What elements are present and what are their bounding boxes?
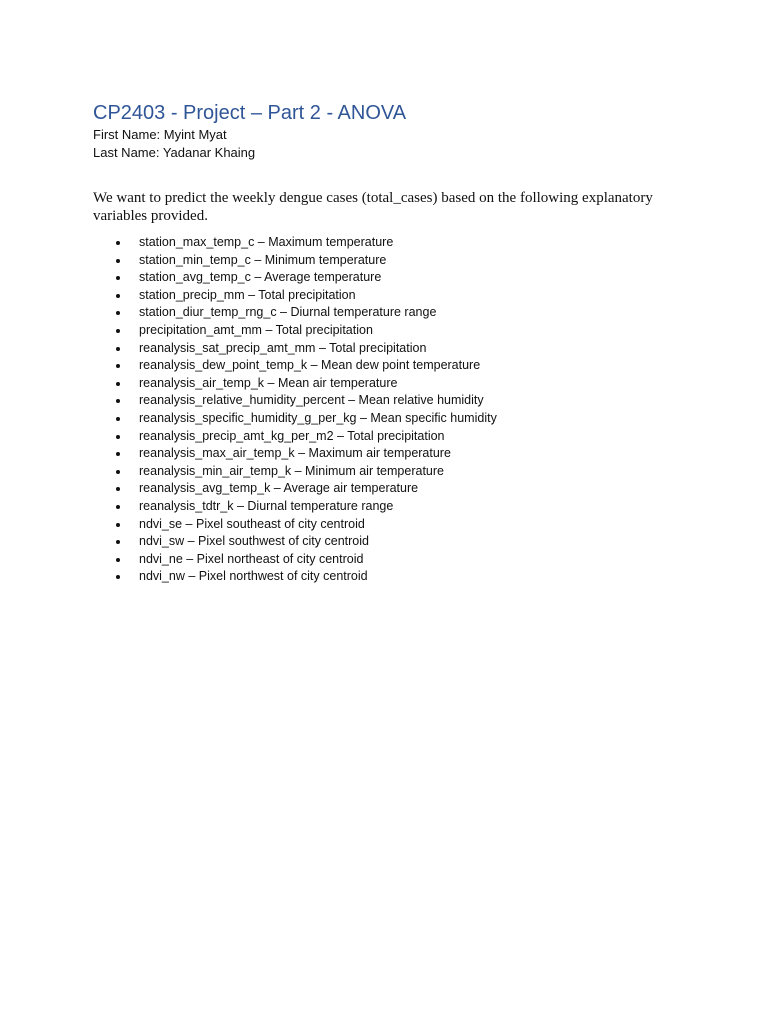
bullet-icon [116,276,120,280]
first-name-line: First Name: Myint Myat [93,127,227,142]
list-item-text: station_precip_mm – Total precipitation [139,287,356,302]
list-item [93,287,693,305]
list-item [93,480,693,498]
bullet-icon [116,241,120,245]
list-item-text: reanalysis_dew_point_temp_k – Mean dew point temperature [139,358,481,373]
list-item [93,234,693,252]
list-item [93,269,693,287]
list-item [93,304,693,322]
last-name-line: Last Name: Yadanar Khaing [93,145,256,160]
list-item [93,533,693,551]
list-item-text: ndvi_se – Pixel southeast of city centroid [139,516,365,531]
list-item-text: reanalysis_avg_temp_k – Average air temperature [139,481,419,496]
bullet-icon [116,417,120,421]
list-item [93,428,693,446]
list-item [93,463,693,481]
list-item-text: ndvi_sw – Pixel southwest of city centroid [139,534,369,549]
list-item [93,252,693,270]
list-item [93,322,693,340]
list-item-text: station_avg_temp_c – Average temperature [139,270,382,285]
list-item-text: reanalysis_sat_precip_amt_mm – Total precipitation [139,340,427,355]
list-item-text: precipitation_amt_mm – Total precipitation [139,322,373,337]
bullet-icon [116,523,120,527]
bullet-icon [116,540,120,544]
list-item-text: ndvi_ne – Pixel northeast of city centroid [139,551,364,566]
list-item-text: station_diur_temp_rng_c – Diurnal temperature range [139,305,437,320]
bullet-icon [116,294,120,298]
list-item-text: reanalysis_precip_amt_kg_per_m2 – Total precipitation [139,428,445,443]
list-item-text: ndvi_nw – Pixel northwest of city centroid [139,569,368,584]
list-item [93,551,693,569]
bullet-icon [116,311,120,315]
list-item [93,498,693,516]
bullet-icon [116,364,120,368]
list-item-text: station_max_temp_c – Maximum temperature [139,235,394,249]
bullet-icon [116,470,120,474]
list-item [93,568,693,586]
bullet-icon [116,505,120,509]
bullet-icon [116,435,120,439]
list-item [93,516,693,534]
bullet-icon [116,575,120,579]
list-item [93,357,693,375]
list-item [93,410,693,428]
list-item [93,445,693,463]
list-item [93,392,693,410]
document-title: CP2403 - Project – Part 2 - ANOVA [93,102,407,124]
list-item [93,375,693,393]
list-item-text: reanalysis_min_air_temp_k – Minimum air temperature [139,463,444,478]
bullet-icon [116,399,120,403]
bullet-icon [116,452,120,456]
variable-list [93,234,693,586]
list-item-text: reanalysis_relative_humidity_percent – Mean relative humidity [139,393,484,408]
bullet-icon [116,487,120,491]
bullet-icon [116,329,120,333]
list-item-text: reanalysis_specific_humidity_g_per_kg – Mean specific humidity [139,410,497,425]
document-body [93,100,693,586]
list-item-text: reanalysis_air_temp_k – Mean air temperature [139,375,398,390]
list-item-text: station_min_temp_c – Minimum temperature [139,252,387,267]
list-item-text: reanalysis_tdtr_k – Diurnal temperature range [139,498,394,513]
bullet-icon [116,382,120,386]
list-item [93,340,693,358]
bullet-icon [116,259,120,263]
bullet-icon [116,347,120,351]
list-item-text: reanalysis_max_air_temp_k – Maximum air temperature [139,446,451,461]
intro-paragraph: We want to predict the weekly dengue cases (total_cases) based on the following explanatory variables provided. [93,190,653,224]
bullet-icon [116,558,120,562]
